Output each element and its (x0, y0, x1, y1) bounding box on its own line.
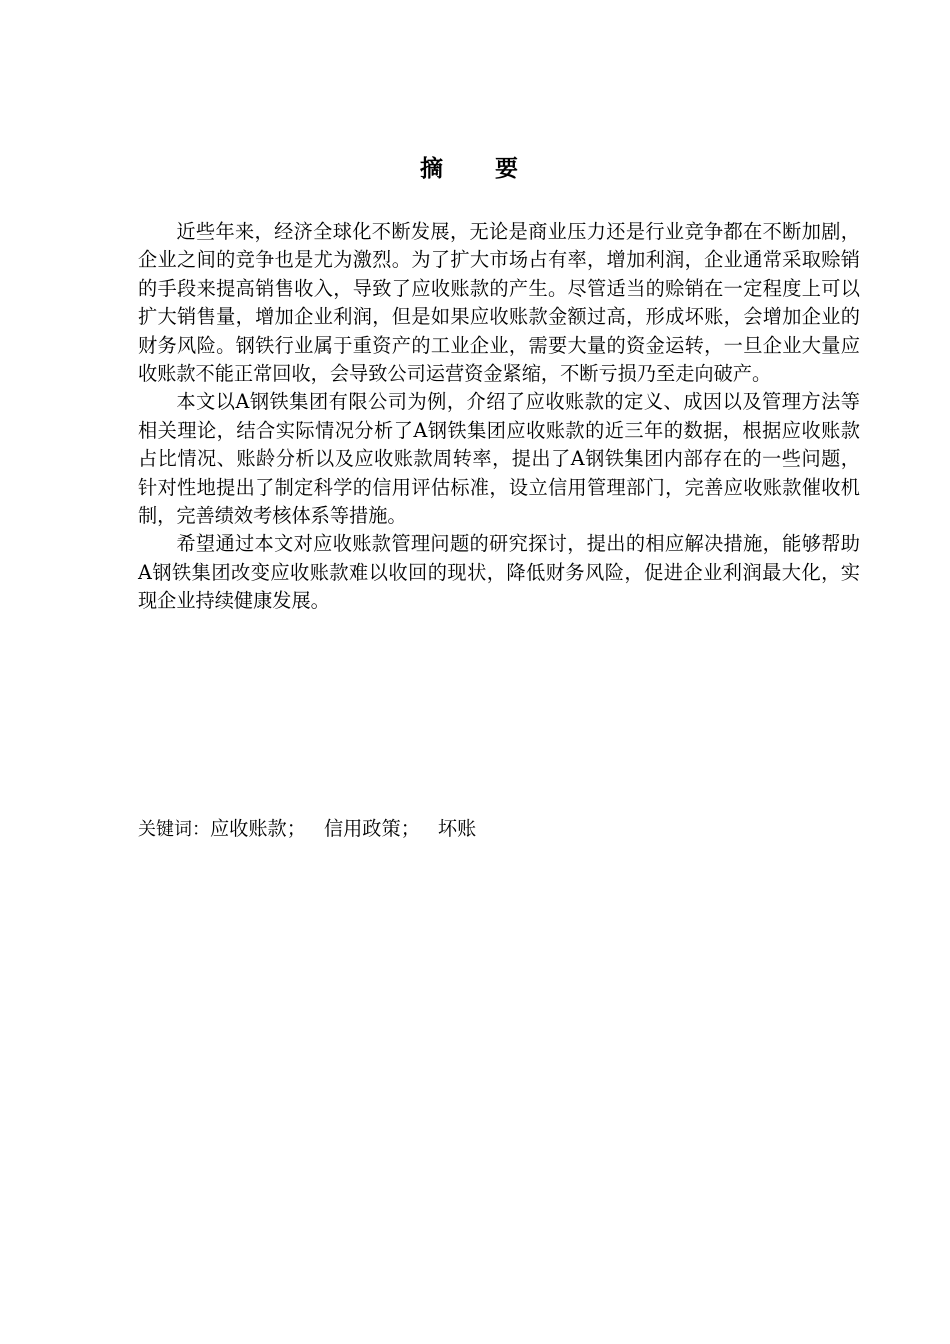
abstract-paragraph-1: 近些年来，经济全球化不断发展，无论是商业压力还是行业竞争都在不断加剧，企业之间的竞争也是尤为激烈。为了扩大市场占有率，增加利润，企业通常采取赊销的手段来提高销售收入，导致了应收账款的产生。尽管适当的赊销在一定程度上可以扩大销售量，增加企业利润，但是如果应收账款金额过高，形成坏账，会增加企业的财务风险。钢铁行业属于重资产的工业企业，需要大量的资金运转，一旦企业大量应收账款不能正常回收，会导致公司运营资金紧缩，不断亏损乃至走向破产。 (138, 220, 860, 386)
keyword-separator: ； (286, 817, 306, 840)
keywords-line (138, 815, 476, 844)
keyword-item: 坏账 (437, 817, 477, 840)
abstract-body (138, 218, 860, 616)
keyword-item: 应收账款 (210, 817, 287, 840)
keywords-label: 关键词： (138, 819, 210, 840)
abstract-paragraph-2: 本文以A钢铁集团有限公司为例，介绍了应收账款的定义、成因以及管理方法等相关理论，结合实际情况分析了A钢铁集团应收账款的近三年的数据，根据应收账款占比情况、账龄分析以及应收账款周转率，提出了A钢铁集团内部存在的一些问题，针对性地提出了制定科学的信用评估标准，设立信用管理部门，完善应收账款催收机制，完善绩效考核体系等措施。 (138, 390, 860, 528)
keyword-item: 信用政策 (323, 817, 401, 840)
abstract-paragraph-3: 希望通过本文对应收账款管理问题的研究探讨，提出的相应解决措施，能够帮助A钢铁集团改变应收账款难以收回的现状，降低财务风险，促进企业利润最大化，实现企业持续健康发展。 (138, 532, 860, 613)
abstract-title: 摘要 (420, 156, 570, 182)
keyword-separator: ； (400, 817, 420, 840)
